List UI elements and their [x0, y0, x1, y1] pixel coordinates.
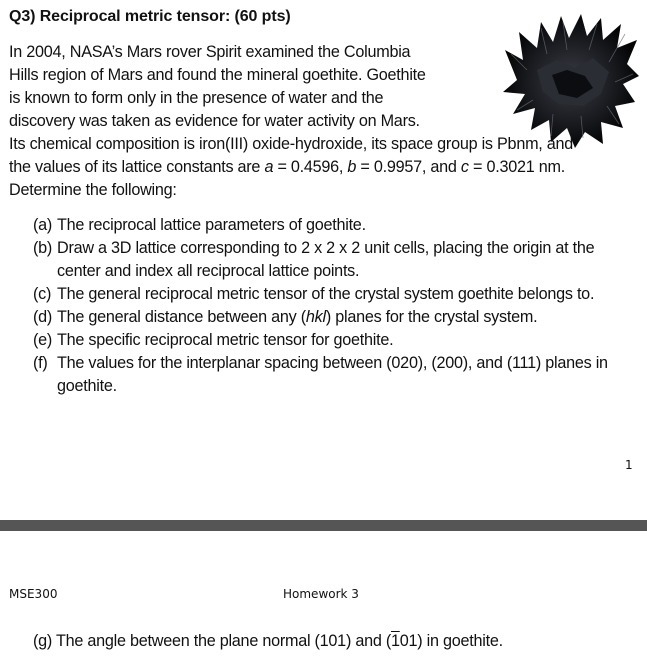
intro-line-3: is known to form only in the presence of water and the: [9, 89, 384, 107]
assignment-name: Homework 3: [283, 587, 359, 601]
page-number: 1: [625, 458, 633, 472]
task-text: The angle between the plane normal (101) and (: [56, 632, 391, 650]
intro-line-6: [9, 156, 565, 179]
task-text: The values for the interplanar spacing between (020), (200), and (111) planes in goethite.: [57, 354, 608, 395]
task-list: [33, 214, 633, 398]
task-text: The reciprocal lattice parameters of goethite.: [57, 216, 366, 234]
task-item-c: [33, 283, 633, 306]
task-label: (a): [33, 216, 53, 234]
var-hkl: hkl: [305, 308, 326, 326]
task-item-f: [33, 352, 633, 398]
task-item-e: [33, 329, 633, 352]
task-item-a: [33, 214, 633, 237]
task-label: (b): [33, 239, 53, 257]
page-separator: [0, 520, 647, 531]
task-item-d: [33, 306, 633, 329]
task-text: ) in goethite.: [417, 632, 503, 650]
intro-line-4: discovery was taken as evidence for water activity on Mars.: [9, 112, 420, 130]
var-a: a: [264, 158, 274, 176]
task-text: The specific reciprocal metric tensor for goethite.: [57, 331, 394, 349]
var-b: b: [347, 158, 357, 176]
course-code: MSE300: [9, 587, 58, 601]
task-label: (f): [33, 354, 48, 372]
intro-line-1: In 2004, NASA’s Mars rover Spirit examined the Columbia: [9, 43, 411, 61]
task-text: The general distance between any (: [57, 308, 306, 326]
task-text: Draw a 3D lattice corresponding to 2 x 2 x 2 unit cells, placing the origin at the center and index all reciprocal lattice points.: [57, 239, 595, 280]
question-title: Q3) Reciprocal metric tensor: (60 pts): [9, 8, 291, 25]
value-b: = 0.9957, and: [356, 158, 461, 176]
var-c: c: [460, 158, 469, 176]
value-c: = 0.3021 nm.: [468, 158, 565, 176]
goethite-mineral-photo: [497, 10, 643, 150]
task-label: (g): [33, 632, 53, 650]
task-item-b: [33, 237, 633, 283]
document-page-2: [0, 531, 647, 666]
intro-line-5: Its chemical composition is iron(III) oxide-hydroxide, its space group is Pbnm, and: [9, 135, 574, 153]
intro-line-2: Hills region of Mars and found the mineral goethite. Goethite: [9, 66, 426, 84]
task-label: (e): [33, 331, 53, 349]
task-text: The general reciprocal metric tensor of the crystal system goethite belongs to.: [57, 285, 595, 303]
task-text: ) planes for the crystal system.: [325, 308, 538, 326]
intro-line-7: Determine the following:: [9, 181, 177, 199]
task-label: (c): [33, 285, 52, 303]
task-item-g: [33, 632, 503, 651]
value-a: = 0.4596,: [273, 158, 348, 176]
lattice-text: the values of its lattice constants are: [9, 158, 265, 176]
task-label: (d): [33, 308, 53, 326]
overbar-digit: 1: [390, 632, 400, 650]
miller-digits: 01: [399, 632, 418, 650]
